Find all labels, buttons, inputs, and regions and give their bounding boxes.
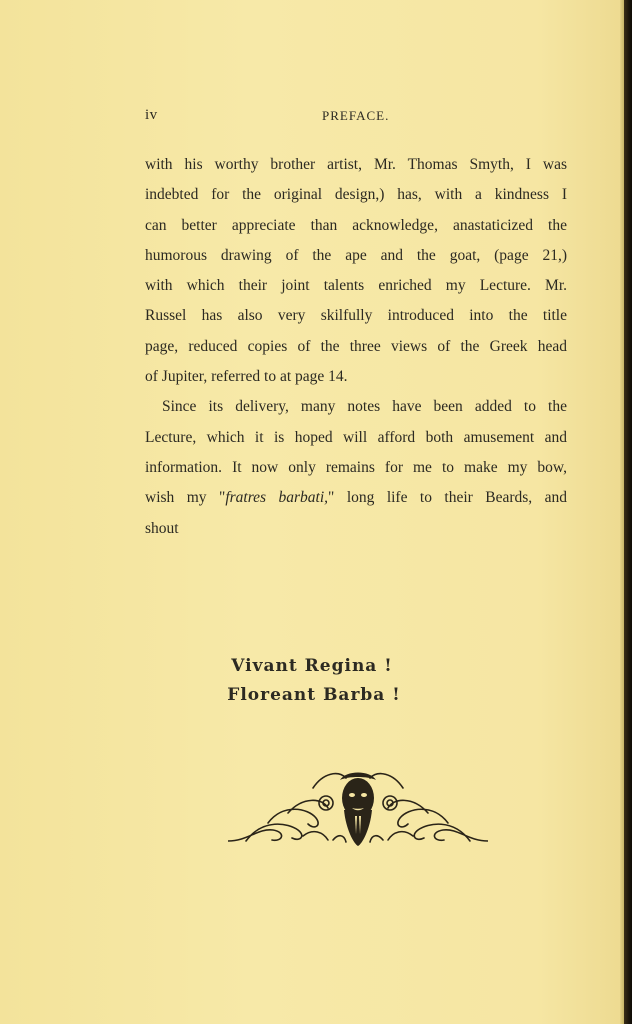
text-line: of Jupiter, referred to at page 14.	[145, 368, 348, 386]
text-line: Russel has also very skilfully introduced into the title	[145, 307, 567, 325]
text-line: with his worthy brother artist, Mr. Thomas Smyth, I was	[145, 156, 567, 173]
body-text	[145, 150, 567, 544]
text-line: information. It now only remains for me to make my bow,	[145, 458, 567, 476]
text-fragment: " long life to their Beards, and	[328, 489, 567, 507]
text-line: Since its delivery, many notes have been added to the	[162, 398, 567, 416]
text-line: page, reduced copies of the three views of the Greek head	[145, 337, 567, 355]
page-number: iv	[145, 107, 158, 123]
text-line: humorous drawing of the ape and the goat, (page 21,)	[145, 246, 567, 264]
text-line: indebted for the original design,) has, with a kindness I	[145, 186, 567, 204]
closing-line-2: Floreant Barba !	[227, 685, 401, 705]
text-fragment: wish my "	[145, 489, 226, 507]
closing-line-1: Vivant Regina !	[231, 656, 393, 676]
text-line-with-italic	[145, 483, 567, 513]
italic-phrase: fratres barbati,	[225, 489, 329, 507]
page-header	[0, 107, 632, 127]
text-line: can better appreciate than acknowledge, anastaticized the	[145, 216, 567, 234]
text-line: shout	[145, 519, 179, 537]
text-line: Lecture, which it is hoped will afford both amusement and	[145, 428, 567, 446]
bearded-face-ornament-icon	[228, 768, 488, 848]
text-line: with which their joint talents enriched my Lecture. Mr.	[145, 277, 567, 295]
book-edge	[624, 0, 632, 1024]
running-head: PREFACE.	[322, 108, 390, 123]
